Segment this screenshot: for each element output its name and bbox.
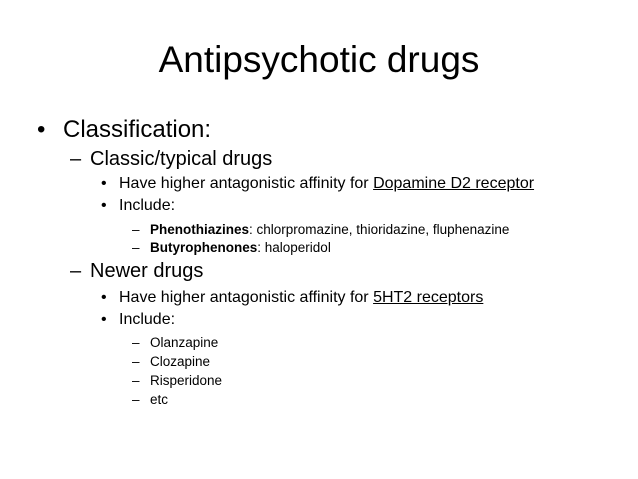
dash-icon: – [132, 222, 140, 237]
dash-icon: – [132, 240, 140, 255]
newer-affinity-text [119, 288, 483, 308]
phenothiazines-rest: : chlorpromazine, thioridazine, fluphenazine [249, 222, 510, 237]
dash-icon: – [132, 354, 140, 369]
slide-title: Antipsychotic drugs [158, 39, 480, 80]
bullet-icon: • [101, 311, 107, 328]
dash-icon: – [132, 373, 140, 388]
bullet-icon: • [37, 116, 46, 143]
drug-name: Risperidone [150, 373, 223, 388]
butyrophenones-text [150, 239, 331, 256]
drug-name: Clozapine [150, 354, 211, 369]
classification-label: Classification: [63, 116, 212, 143]
drug-name: Olanzapine [150, 335, 219, 350]
butyrophenones-rest: : haloperidol [257, 240, 331, 255]
drug-name: etc [150, 392, 169, 407]
dash-icon: – [132, 392, 140, 407]
bullet-icon: • [101, 289, 107, 306]
classic-include-label: Include: [119, 197, 176, 214]
dash-icon: – [70, 148, 82, 170]
dash-icon: – [70, 260, 82, 282]
bullet-icon: • [101, 197, 107, 214]
newer-drugs-label: Newer drugs [90, 260, 204, 282]
classic-drugs-label: Classic/typical drugs [90, 148, 273, 170]
dopamine-d2-link: Dopamine D2 receptor [373, 175, 535, 192]
affinity-prefix: Have higher antagonistic affinity for [119, 289, 374, 306]
classic-affinity-text [119, 174, 534, 194]
5ht2-receptors-link: 5HT2 receptors [373, 289, 484, 306]
newer-include-label: Include: [119, 311, 176, 328]
dash-icon: – [132, 335, 140, 350]
butyrophenones-name: Butyrophenones [150, 240, 258, 255]
phenothiazines-name: Phenothiazines [150, 222, 250, 237]
bullet-icon: • [101, 175, 107, 192]
affinity-prefix: Have higher antagonistic affinity for [119, 175, 374, 192]
phenothiazines-text [150, 221, 509, 238]
